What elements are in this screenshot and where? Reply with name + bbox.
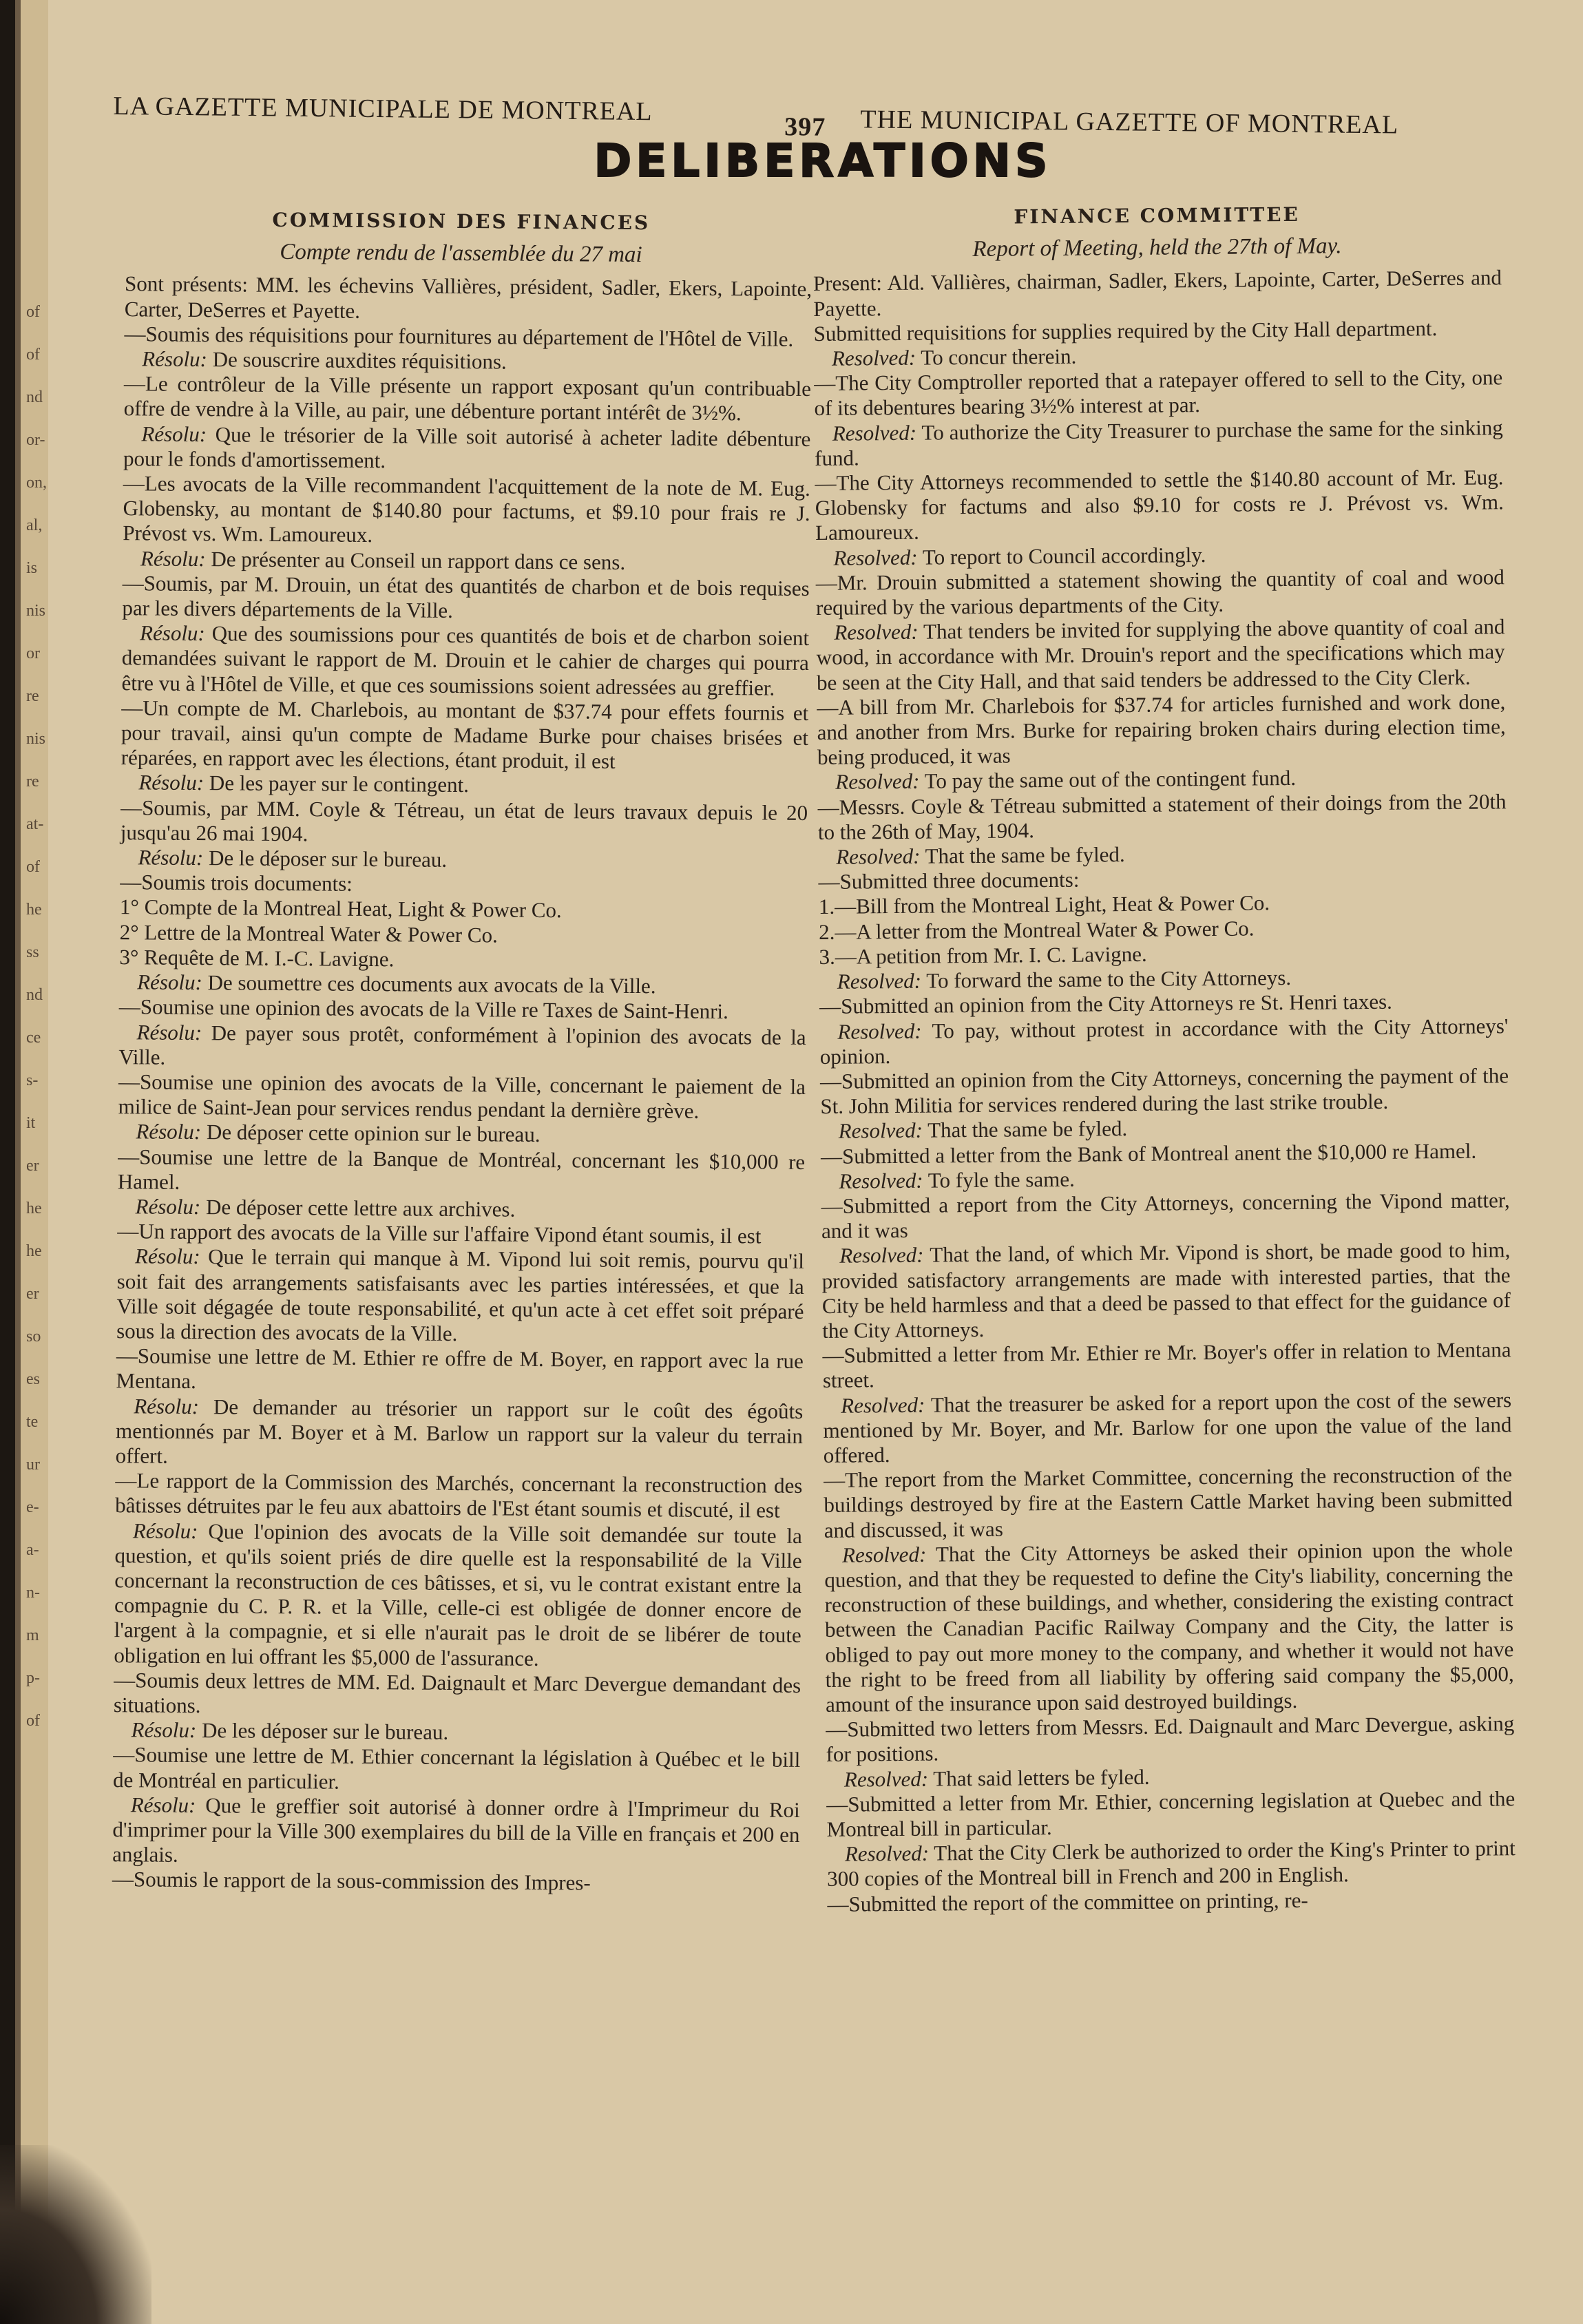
english-paragraph: Resolved: To fyle the same. xyxy=(839,1166,1075,1193)
french-paragraph: Résolu: Que le trésorier de la Ville soit autorisé à acheter ladite débenture pour le fonds d'amortissement. xyxy=(123,421,811,472)
english-paragraph: —Submitted a letter from the Bank of Montreal anent the $10,000 re Hamel. xyxy=(820,1138,1477,1169)
margin-fragment: of xyxy=(26,858,40,876)
gazette-page xyxy=(83,62,1522,2286)
french-paragraph: Résolu: De les payer sur le contingent. xyxy=(138,770,470,797)
resolution-marker: Resolved: xyxy=(837,1018,922,1044)
french-paragraph: —Soumise une opinion des avocats de la Ville re Taxes de Saint-Henri. xyxy=(118,994,729,1024)
french-paragraph: —Le rapport de la Commission des Marchés, concernant la reconstruction des bâtisses détruites par le feu aux abattoirs de l'Est étant soumis et discuté, il est xyxy=(115,1468,803,1523)
french-paragraph: Résolu: Que le terrain qui manque à M. Vipond lui soit remis, pourvu qu'il soit fait des arrangements satisfaisants avec les parties intéressées, et que la Ville soit dégagée de toute responsabilité, et qu'un acte à cet effet soit préparé sous la direction des avocats de la Ville. xyxy=(116,1244,805,1346)
margin-fragment: or xyxy=(26,645,40,662)
french-paragraph: —Un compte de M. Charlebois, au montant de $37.74 pour effets fournis et pour travail, ainsi qu'un compte de Madame Burke pour chaises brisées et réparées, en rapport avec les élections, étant produit, il est xyxy=(120,695,809,774)
english-column-subheading: Report of Meeting, held the 27th of May. xyxy=(972,233,1342,262)
page-number: 397 xyxy=(784,112,826,142)
english-paragraph: Resolved: To concur therein. xyxy=(831,344,1077,370)
margin-fragment: m xyxy=(26,1626,39,1644)
resolution-marker: Resolved: xyxy=(836,844,921,869)
resolution-marker: Resolved: xyxy=(833,545,918,570)
french-paragraph: —Les avocats de la Ville recommandent l'acquittement de la note de M. Eug. Globensky, au montant de $140.80 pour factums, et $9.10 pour frais re J. Prévost vs. Wm. Lamoureux. xyxy=(123,471,810,547)
english-paragraph: —Submitted a letter from Mr. Ethier re Mr. Boyer's offer in relation to Mentana street. xyxy=(822,1337,1511,1393)
margin-fragment: s- xyxy=(26,1071,39,1089)
margin-fragment: nis xyxy=(26,602,46,620)
margin-fragment: te xyxy=(26,1413,39,1431)
french-paragraph: Résolu: De demander au trésorier un rapport sur le coût des égoûts mentionnés par M. Boyer et à M. Barlow un rapport sur la valeur du terrain offert. xyxy=(115,1393,804,1468)
margin-fragment: of xyxy=(26,346,40,364)
english-paragraph: Present: Ald. Vallières, chairman, Sadler, Ekers, Lapointe, Carter, DeSerres and Payette. xyxy=(813,265,1502,321)
french-column-subheading: Compte rendu de l'assemblée du 27 mai xyxy=(280,240,642,268)
margin-fragment: a- xyxy=(26,1541,39,1559)
english-paragraph: 2.—A letter from the Montreal Water & Power Co. xyxy=(819,916,1255,944)
french-paragraph: —Soumise une lettre de M. Ethier re offre de M. Boyer, en rapport avec la rue Mentana. xyxy=(116,1343,804,1394)
english-paragraph: Resolved: That the treasurer be asked for a report upon the cost of the sewers mentioned by Mr. Boyer, and Mr. Barlow for one upon the value of the land offered. xyxy=(823,1387,1512,1467)
french-paragraph: —Soumis, par M. Drouin, un état des quantités de charbon et de bois requises par les divers départements de la Ville. xyxy=(122,571,810,622)
french-paragraph: —Soumis le rapport de la sous-commission des Impres- xyxy=(112,1867,591,1895)
margin-fragment: ur xyxy=(26,1456,40,1474)
english-paragraph: Resolved: That said letters be fyled. xyxy=(843,1764,1150,1792)
french-paragraph: Résolu: De souscrire auxdites réquisitions. xyxy=(142,346,507,374)
english-paragraph: —The City Attorneys recommended to settle the $140.80 account of Mr. Eug. Globensky for factums and also $9.10 for costs re J. Prévost vs. Wm. Lamoureux. xyxy=(815,465,1504,545)
english-paragraph: —Submitted an opinion from the City Attorneys re St. Henri taxes. xyxy=(819,989,1392,1019)
margin-fragment: es xyxy=(26,1370,40,1388)
french-paragraph: Sont présents: MM. les échevins Vallières, président, Sadler, Ekers, Lapointe, Carter, DeSerres et Payette. xyxy=(124,271,813,323)
french-column xyxy=(97,207,813,1898)
resolution-marker: Résolu: xyxy=(135,1194,201,1219)
english-paragraph: Resolved: That the City Clerk be authorized to order the King's Printer to print 300 copies of the Montreal bill in French and 200 in English. xyxy=(827,1836,1516,1892)
margin-fragment: er xyxy=(26,1157,39,1175)
margin-fragment: he xyxy=(26,1242,42,1260)
english-paragraph: Resolved: That the City Attorneys be asked their opinion upon the whole question, and that they be requested to define the City's liability, concerning the reconstruction of these buildings, and whether, considering the existing contract between the Canadian Pacific Railway Company and the City, the latter is obliged to pay out more money to the company, and whether it would not have the right to be freed from all liability by offering said company the $5,000, amount of the insurance upon said destroyed buildings. xyxy=(824,1536,1514,1717)
margin-fragment: p- xyxy=(26,1669,40,1687)
english-paragraph: —Messrs. Coyle & Tétreau submitted a statement of their doings from the 20th to the 26th of May, 1904. xyxy=(817,788,1507,844)
english-paragraph: —A bill from Mr. Charlebois for $37.74 for articles furnished and work done, and another from Mrs. Burke for repairing broken chairs during election time, being produced, it was xyxy=(817,689,1506,770)
french-paragraph: —Un rapport des avocats de la Ville sur l'affaire Vipond étant soumis, il est xyxy=(117,1219,762,1248)
english-paragraph: —Mr. Drouin submitted a statement showing the quantity of coal and wood required by the various departments of the City. xyxy=(815,565,1505,620)
english-column-heading: FINANCE COMMITTEE xyxy=(1014,202,1300,229)
french-paragraph: Résolu: De le déposer sur le bureau. xyxy=(138,845,448,872)
resolution-marker: Resolved: xyxy=(838,1118,923,1144)
margin-fragment: at- xyxy=(26,815,44,833)
margin-fragment: ss xyxy=(26,943,39,961)
margin-fragment: or- xyxy=(26,431,45,449)
resolution-marker: Résolu: xyxy=(141,421,207,446)
margin-fragment: ce xyxy=(26,1029,41,1047)
french-paragraph: Résolu: Que l'opinion des avocats de la Ville soit demandée sur toute la question, et qu'ils soient priés de dire quelle est la responsabilité de la Ville concernant la reconstruction de ces bâtisses, et si, vu le contrat existant entre la compagnie du C. P. R. et la Ville, celle-ci est obligée de donner encore de l'argent à la compagnie, et si elle n'aurait pas le droit de se libérer de toute obligation en lui offrant les $5,000 de l'assurance. xyxy=(114,1518,803,1671)
english-paragraph: Resolved: To authorize the City Treasurer to purchase the same for the sinking fund. xyxy=(815,415,1503,470)
resolution-marker: Resolved: xyxy=(844,1841,930,1866)
margin-fragment: on, xyxy=(26,474,47,492)
french-paragraph: Résolu: De déposer cette lettre aux archives. xyxy=(135,1194,516,1222)
resolution-marker: Résolu: xyxy=(136,1119,202,1144)
margin-fragment: of xyxy=(26,303,40,321)
french-column-heading: COMMISSION DES FINANCES xyxy=(272,208,651,235)
french-paragraph: —Soumise une opinion des avocats de la Ville, concernant le paiement de la milice de Saint-Jean pour services rendus pendant la dernière grève. xyxy=(118,1069,806,1123)
margin-fragment: e- xyxy=(26,1498,39,1516)
english-column xyxy=(813,200,1516,1916)
english-paragraph: Resolved: That the land, of which Mr. Vipond is short, be made good to him, provided satisfactory arrangements are made with interested parties, that the City be held harmless and that a deed be passed to that effect for the guidance of the City Attorneys. xyxy=(821,1237,1511,1343)
margin-fragment: er xyxy=(26,1285,39,1303)
english-paragraph: —Submitted two letters from Messrs. Ed. Daignault and Marc Devergue, asking for positions. xyxy=(826,1711,1515,1767)
english-paragraph: —The City Comptroller reported that a ratepayer offered to sell to the City, one of its debentures bearing 3½% interest at par. xyxy=(814,365,1503,421)
masthead-title: DELIBERATIONS xyxy=(594,134,1052,187)
english-paragraph: Resolved: That the same be fyled. xyxy=(838,1116,1128,1144)
french-minutes xyxy=(97,271,812,1897)
french-paragraph: —Soumis des réquisitions pour fournitures au département de l'Hôtel de Ville. xyxy=(124,321,794,351)
resolution-marker: Resolved: xyxy=(837,968,922,994)
english-paragraph: Submitted requisitions for supplies required by the City Hall department. xyxy=(813,315,1438,346)
english-paragraph: Resolved: To report to Council accordingly. xyxy=(833,542,1206,570)
resolution-marker: Résolu: xyxy=(138,770,205,795)
english-paragraph: —Submitted the report of the committee on printing, re- xyxy=(827,1887,1308,1916)
resolution-marker: Resolved: xyxy=(841,1392,925,1418)
french-paragraph: —Le contrôleur de la Ville présente un rapport exposant qu'un contribuable offre de vendre à la Ville, au pair, une débenture portant intérêt de 3½%. xyxy=(123,371,812,426)
margin-fragment: he xyxy=(26,1200,42,1217)
margin-fragment: it xyxy=(26,1114,36,1132)
margin-fragment: of xyxy=(26,1712,40,1730)
resolution-marker: Résolu: xyxy=(134,1244,200,1269)
resolution-marker: Resolved: xyxy=(839,1242,924,1268)
running-head-left: LA GAZETTE MUNICIPALE DE MONTREAL xyxy=(113,91,653,127)
english-minutes xyxy=(813,266,1516,1917)
english-paragraph: Resolved: To pay, without protest in accordance with the City Attorneys' opinion. xyxy=(819,1013,1509,1069)
french-paragraph: 2° Lettre de la Montreal Water & Power Co. xyxy=(119,919,498,948)
french-paragraph: —Soumis deux lettres de MM. Ed. Daignault et Marc Devergue demandant des situations. xyxy=(113,1667,801,1718)
margin-fragment: al, xyxy=(26,516,43,534)
english-paragraph: Resolved: That the same be fyled. xyxy=(836,842,1125,869)
margin-fragment: re xyxy=(26,773,39,791)
english-paragraph: —The report from the Market Committee, concerning the reconstruction of the buildings destroyed by fire at the Eastern Cattle Market having been submitted and discussed, it was xyxy=(823,1462,1513,1542)
english-paragraph: Resolved: To forward the same to the City Attorneys. xyxy=(837,965,1292,994)
resolution-marker: Resolved: xyxy=(835,769,920,795)
running-head xyxy=(113,77,1525,142)
french-paragraph: Résolu: Que le greffier soit autorisé à donner ordre à l'Imprimeur du Roi d'imprimer pour la Ville 300 exemplaires du bill de la Ville en français et 200 en anglais. xyxy=(112,1792,800,1867)
english-paragraph: —Submitted a report from the City Attorneys, concerning the Vipond matter, and it was xyxy=(821,1188,1510,1244)
french-paragraph: Résolu: De soumettre ces documents aux avocats de la Ville. xyxy=(137,970,656,998)
margin-fragment: nis xyxy=(26,730,46,748)
margin-fragment: he xyxy=(26,901,42,919)
french-paragraph: 1° Compte de la Montreal Heat, Light & Power Co. xyxy=(119,894,562,923)
resolution-marker: Résolu: xyxy=(134,1393,200,1419)
french-paragraph: —Soumis trois documents: xyxy=(120,870,353,897)
running-head-right: THE MUNICIPAL GAZETTE OF MONTREAL xyxy=(860,105,1399,140)
margin-fragment: re xyxy=(26,687,39,705)
french-paragraph: Résolu: De déposer cette opinion sur le bureau. xyxy=(136,1119,541,1147)
resolution-marker: Resolved: xyxy=(834,619,919,645)
english-paragraph: 3.—A petition from Mr. I. C. Lavigne. xyxy=(819,941,1147,969)
french-paragraph: —Soumis, par MM. Coyle & Tétreau, un état de leurs travaux depuis le 20 jusqu'au 26 mai 1904. xyxy=(120,795,808,846)
resolution-marker: Resolved: xyxy=(841,1542,927,1567)
resolution-marker: Resolved: xyxy=(839,1168,923,1193)
resolution-marker: Resolved: xyxy=(843,1766,929,1792)
margin-fragment: is xyxy=(26,559,38,577)
english-paragraph: Resolved: To pay the same out of the contingent fund. xyxy=(835,766,1297,795)
resolution-marker: Resolved: xyxy=(831,345,916,370)
resolution-marker: Résolu: xyxy=(140,546,206,571)
english-paragraph: —Submitted a letter from Mr. Ethier, concerning legislation at Quebec and the Montreal bill in particular. xyxy=(826,1786,1516,1841)
previous-page-edge xyxy=(0,0,48,2324)
resolution-marker: Résolu: xyxy=(137,970,202,995)
french-paragraph: Résolu: De les déposer sur le bureau. xyxy=(131,1717,449,1745)
french-paragraph: Résolu: De payer sous protêt, conformément à l'opinion des avocats de la Ville. xyxy=(118,1019,806,1069)
resolution-marker: Resolved: xyxy=(832,420,917,446)
english-paragraph: Resolved: That tenders be invited for supplying the above quantity of coal and wood, in accordance with Mr. Drouin's report and the specifications which may be seen at the City Hall, and that said tenders be addressed to the City Clerk. xyxy=(816,614,1505,695)
resolution-marker: Résolu: xyxy=(138,845,204,870)
french-paragraph: Résolu: Que des soumissions pour ces quantités de bois et de charbon soient demandées suivant le rapport de M. Drouin et le cahier de charges qui pourra être vu à l'Hôtel de Ville, et que ces soumissions soient adressées au greffier. xyxy=(121,620,810,700)
resolution-marker: Résolu: xyxy=(132,1518,198,1543)
resolution-marker: Résolu: xyxy=(136,1019,202,1045)
margin-fragment: nd xyxy=(26,388,43,406)
english-paragraph: —Submitted three documents: xyxy=(818,867,1080,894)
resolution-marker: Résolu: xyxy=(130,1792,196,1817)
french-paragraph: 3° Requête de M. I.-C. Lavigne. xyxy=(119,945,395,972)
resolution-marker: Résolu: xyxy=(131,1717,197,1743)
margin-fragment: nd xyxy=(26,986,43,1004)
french-paragraph: Résolu: De présenter au Conseil un rapport dans ce sens. xyxy=(140,546,626,574)
english-paragraph: —Submitted an opinion from the City Attorneys, concerning the payment of the St. John Militia for services rendered during the last strike trouble. xyxy=(819,1063,1509,1119)
margin-fragment: n- xyxy=(26,1584,40,1602)
french-paragraph: —Soumise une lettre de la Banque de Montréal, concernant les $10,000 re Hamel. xyxy=(117,1144,806,1194)
resolution-marker: Résolu: xyxy=(140,620,205,646)
margin-fragment: so xyxy=(26,1328,41,1346)
resolution-marker: Résolu: xyxy=(142,346,208,372)
english-paragraph: 1.—Bill from the Montreal Light, Heat & Power Co. xyxy=(818,890,1270,919)
french-paragraph: —Soumise une lettre de M. Ethier concernant la législation à Québec et le bill de Montréal en particulier. xyxy=(112,1742,801,1794)
